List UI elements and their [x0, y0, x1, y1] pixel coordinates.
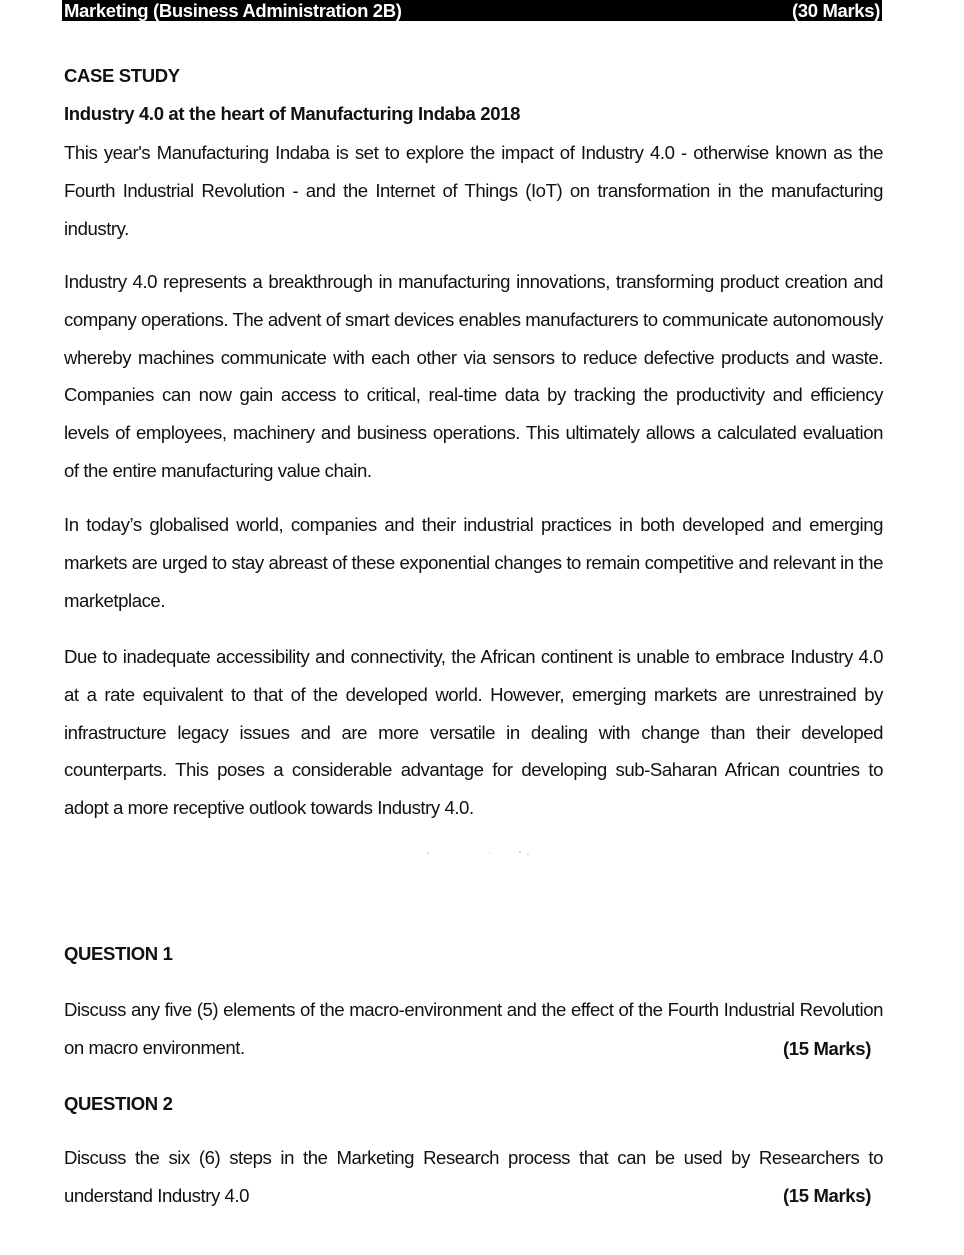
header-bar [62, 0, 882, 21]
question-2-text: Discuss the six (6) steps in the Marketing Research process that can be used by Researchers to understand Industry 4.0 [64, 1147, 883, 1206]
case-study-title: Industry 4.0 at the heart of Manufacturing Indaba 2018 [64, 103, 521, 124]
scan-artifact-dots [420, 848, 550, 858]
total-marks: (30 Marks) [791, 0, 880, 21]
case-study-paragraph-1: This year's Manufacturing Indaba is set to explore the impact of Industry 4.0 - otherwise known as the Fourth Industrial Revolution - and the Internet of Things (IoT) on transformation in the manufacturing industry. [64, 142, 883, 239]
case-study-label: CASE STUDY [64, 65, 180, 86]
case-study-paragraph-3: In today’s globalised world, companies and their industrial practices in both developed and emerging markets are urged to stay abreast of these exponential changes to remain competitive and relevant in the marketplace. [64, 514, 883, 611]
question-1-text: Discuss any five (5) elements of the macro-environment and the effect of the Fourth Industrial Revolution on macro environment. [64, 999, 883, 1058]
question-2-marks: (15 Marks) [782, 1185, 871, 1206]
question-1-marks: (15 Marks) [782, 1038, 871, 1059]
case-study-paragraph-4: Due to inadequate accessibility and connectivity, the African continent is unable to embrace Industry 4.0 at a rate equivalent to that of the developed world. However, emerging markets are unrestrained by infrastructure legacy issues and are more versatile in dealing with change than their developed counterparts. This poses a considerable advantage for developing sub-Saharan African countries to adopt a more receptive outlook towards Industry 4.0. [64, 646, 883, 819]
question-2-label: QUESTION 2 [64, 1093, 173, 1114]
course-title: Marketing (Business Administration 2B) [64, 0, 402, 21]
case-study-paragraph-2: Industry 4.0 represents a breakthrough in manufacturing innovations, transforming product creation and company operations. The advent of smart devices enables manufacturers to communicate autonomously whereby machines communicate with each other via sensors to reduce defective products and waste. Companies can now gain access to critical, real-time data by tracking the productivity and efficiency levels of employees, machinery and business operations. This ultimately allows a calculated evaluation of the entire manufacturing value chain. [64, 271, 884, 481]
question-1-label: QUESTION 1 [64, 943, 173, 964]
